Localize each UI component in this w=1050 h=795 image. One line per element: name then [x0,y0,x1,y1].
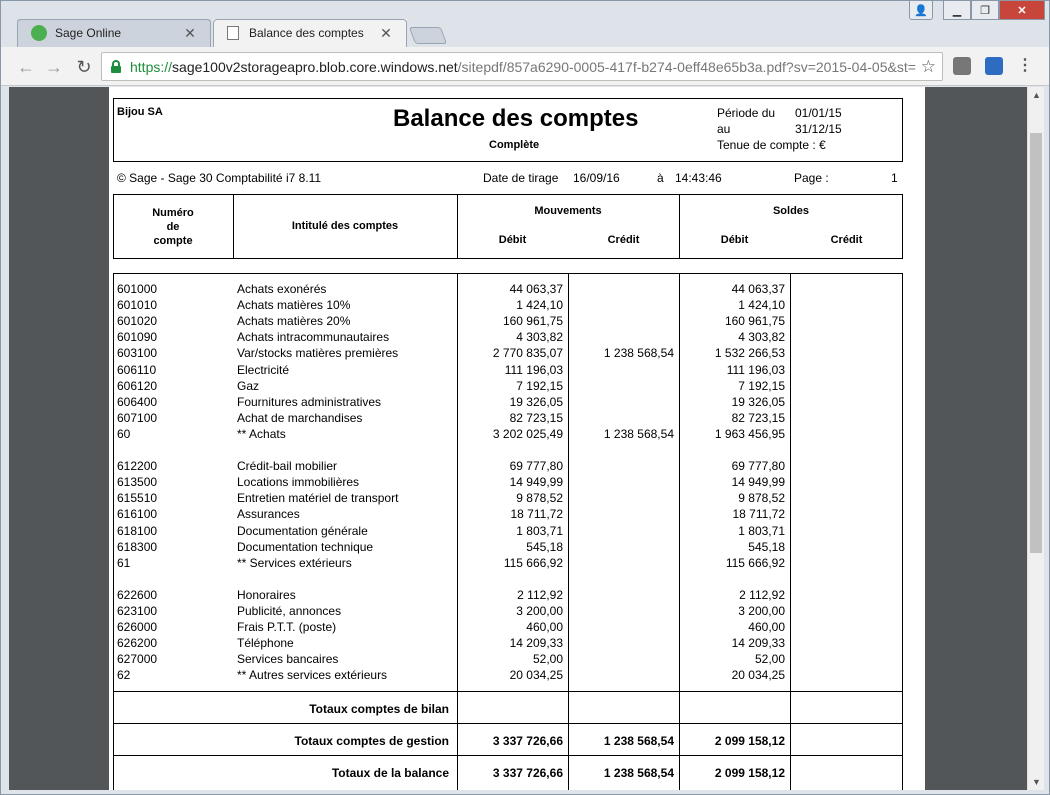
account-label: Honoraires [237,587,296,602]
solde-debit: 3 200,00 [738,604,785,618]
solde-debit: 18 711,72 [732,507,785,522]
address-bar[interactable] [101,52,943,81]
solde-debit: 1 963 456,95 [714,426,785,441]
tab-title: Balance des comptes [249,26,364,40]
account-label: Assurances [237,507,300,522]
report-subtitle: Complète [489,139,540,151]
account-number: 606120 [117,378,158,393]
period-to: 31/12/15 [795,122,842,136]
new-tab-button[interactable] [409,27,447,44]
solde-debit: 52,00 [754,652,785,667]
url-path: /sitepdf/857a6290-0005-417f-b274-0eff48e65b3a.pdf?sv=2015-04-05&st= [457,58,916,75]
mvt-debit: 2 112,92 [517,587,563,602]
close-icon[interactable]: ✕ [380,24,392,41]
page-number: 1 [891,171,898,185]
mvt-debit: 115 666,92 [503,555,563,570]
account-label: Documentation générale [237,523,368,538]
solde-debit: 44 063,37 [731,282,785,296]
account-label: Publicité, annonces [237,604,342,618]
header-solde-debit: Débit [720,234,749,246]
solde-debit: 111 196,03 [726,362,785,377]
account-label: Téléphone [237,636,294,651]
total-solde-debit: 2 099 158,12 [714,766,785,780]
page-label: Page : [794,171,829,185]
user-icon[interactable]: 👤 [909,1,933,20]
report-title: Balance des comptes [393,105,639,132]
account-label: Achats matières 10% [237,298,351,313]
account-number: 616100 [117,507,158,522]
document-icon [227,26,239,40]
vertical-scrollbar[interactable] [1027,87,1044,790]
account-label: Gaz [237,378,260,393]
sage-favicon-icon [31,25,47,41]
header-de: de [166,221,180,233]
header-soldes: Soldes [772,205,810,217]
tab-sage-online[interactable] [17,19,211,47]
tab-strip [1,1,1049,47]
bookmark-star-icon[interactable]: ☆ [917,57,936,77]
mvt-debit: 111 196,03 [504,362,563,377]
currency-label: Tenue de compte : € [717,138,826,152]
lock-icon [111,60,121,73]
account-number: 606110 [117,362,157,377]
url-scheme: https:// [130,58,173,75]
solde-debit: 7 192,15 [738,378,785,393]
browser-toolbar [1,47,1049,86]
account-number: 603100 [117,346,158,361]
print-date-label: Date de tirage [483,171,559,185]
reload-icon[interactable]: ↻ [76,56,92,77]
account-label: Locations immobilières [237,475,360,490]
period-label: Période du [717,106,776,120]
account-label: Services bancaires [237,652,339,667]
mvt-debit: 19 326,05 [509,394,563,409]
mvt-debit: 7 192,15 [516,378,563,393]
account-number: 622600 [117,587,158,602]
mvt-debit: 545,18 [526,539,563,554]
account-number: 61 [117,555,131,570]
account-number: 626000 [117,620,158,635]
account-label: ** Services extérieurs [237,555,352,570]
account-number: 601020 [117,314,158,329]
mvt-debit: 1 424,10 [516,298,563,313]
account-number: 618100 [117,523,158,538]
header-compte: compte [153,235,193,247]
mvt-debit: 3 202 025,49 [492,426,563,441]
solde-debit: 1 803,71 [738,523,785,538]
window-controls [909,1,1045,20]
company-name: Bijou SA [117,106,163,118]
forward-arrow-icon[interactable]: → [45,56,63,77]
pdf-page [109,87,925,790]
account-label: ** Autres services extérieurs [237,668,388,683]
header-mouvements: Mouvements [534,205,602,217]
minimize-button[interactable]: ▁ [943,1,971,20]
mvt-debit: 44 063,37 [509,282,563,296]
account-number: 623100 [117,604,158,618]
mvt-debit: 69 777,80 [509,459,563,474]
at-label: à [657,171,664,185]
print-date: 16/09/16 [573,171,620,185]
account-label: Entretien matériel de transport [237,491,399,506]
mvt-debit: 18 711,72 [510,507,563,522]
solde-debit: 82 723,15 [731,410,785,425]
solde-debit: 2 112,92 [739,587,785,602]
solde-debit: 460,00 [748,620,785,635]
solde-debit: 20 034,25 [731,668,785,683]
header-numero: Numéro [152,207,194,219]
mvt-debit: 52,00 [532,652,563,667]
account-label: Achats matières 20% [237,314,351,329]
account-label: Electricité [237,362,290,377]
total-mvt-credit: 1 238 568,54 [603,766,674,780]
mvt-debit: 4 303,82 [516,330,563,345]
total-mvt-debit: 3 337 726,66 [492,766,563,780]
print-time: 14:43:46 [675,171,722,185]
account-number: 618300 [117,539,158,554]
mvt-debit: 82 723,15 [509,410,563,425]
solde-debit: 69 777,80 [731,459,785,474]
account-number: 601000 [117,282,158,296]
period-to-label: au [717,122,731,136]
account-label: Var/stocks matières premières [237,346,399,361]
maximize-button[interactable]: ❐ [971,1,999,20]
account-label: Achats intracommunautaires [237,330,390,345]
menu-icon[interactable]: ⋮ [1017,57,1033,74]
account-label: Crédit-bail mobilier [237,459,338,474]
solde-debit: 9 878,52 [738,491,785,506]
mvt-debit: 460,00 [526,620,563,635]
solde-debit: 1 424,10 [738,298,785,313]
solde-debit: 1 532 266,53 [714,346,785,361]
solde-debit: 160 961,75 [724,314,785,329]
header-solde-credit: Crédit [830,234,863,246]
mvt-credit: 1 238 568,54 [603,426,674,441]
account-number: 626200 [117,636,158,651]
solde-debit: 4 303,82 [738,330,785,345]
account-number: 613500 [117,475,158,490]
pdf-viewer [9,87,1027,790]
mvt-debit: 160 961,75 [502,314,563,329]
scroll-up-arrow-icon[interactable]: ▲ [1032,90,1041,100]
mvt-debit: 1 803,71 [516,523,563,538]
scroll-thumb[interactable] [1030,133,1042,553]
solde-debit: 115 666,92 [725,555,785,570]
mvt-debit: 3 200,00 [516,604,563,618]
account-number: 606400 [117,394,158,409]
account-number: 601010 [117,298,158,313]
account-label: ** Achats [237,426,286,441]
back-arrow-icon[interactable]: ← [17,56,35,77]
total-label: Totaux comptes de bilan [309,702,449,716]
header-mvt-debit: Débit [498,234,527,246]
tab-balance-des-comptes[interactable] [213,19,407,47]
header-mvt-credit: Crédit [607,234,640,246]
tab-title: Sage Online [55,26,122,40]
account-number: 612200 [117,459,158,474]
mvt-debit: 14 949,99 [509,475,563,490]
account-label: Achats exonérés [237,282,327,296]
mvt-debit: 9 878,52 [516,491,563,506]
scroll-down-arrow-icon[interactable]: ▼ [1032,777,1041,787]
total-label: Totaux de la balance [331,766,449,780]
extension-icon[interactable] [953,57,971,75]
account-number: 60 [117,426,131,441]
total-mvt-credit: 1 238 568,54 [603,734,674,748]
period-from: 01/01/15 [795,106,842,120]
mvt-debit: 20 034,25 [509,668,563,683]
solde-debit: 14 949,99 [731,475,785,490]
mvt-credit: 1 238 568,54 [603,346,674,361]
account-label: Fournitures administratives [237,394,382,409]
close-icon[interactable]: ✕ [184,24,196,41]
total-label: Totaux comptes de gestion [294,734,449,748]
extension-icon[interactable] [985,57,1003,75]
account-label: Frais P.T.T. (poste) [237,620,337,635]
software-label: © Sage - Sage 30 Comptabilité i7 8.11 [117,171,322,185]
account-number: 607100 [117,410,158,425]
solde-debit: 14 209,33 [731,636,785,651]
account-label: Documentation technique [237,539,374,554]
account-number: 62 [117,668,131,683]
header-intitule: Intitulé des comptes [291,220,399,232]
account-number: 627000 [117,652,158,667]
account-label: Achat de marchandises [237,410,363,425]
account-number: 615510 [117,491,158,506]
solde-debit: 545,18 [748,539,785,554]
solde-debit: 19 326,05 [731,394,785,409]
close-window-button[interactable]: ✕ [999,1,1045,20]
mvt-debit: 2 770 835,07 [492,346,563,361]
url-host: sage100v2storageapro.blob.core.windows.net [172,58,458,75]
mvt-debit: 14 209,33 [509,636,563,651]
account-number: 601090 [117,330,158,345]
total-mvt-debit: 3 337 726,66 [492,734,563,748]
total-solde-debit: 2 099 158,12 [714,734,785,748]
